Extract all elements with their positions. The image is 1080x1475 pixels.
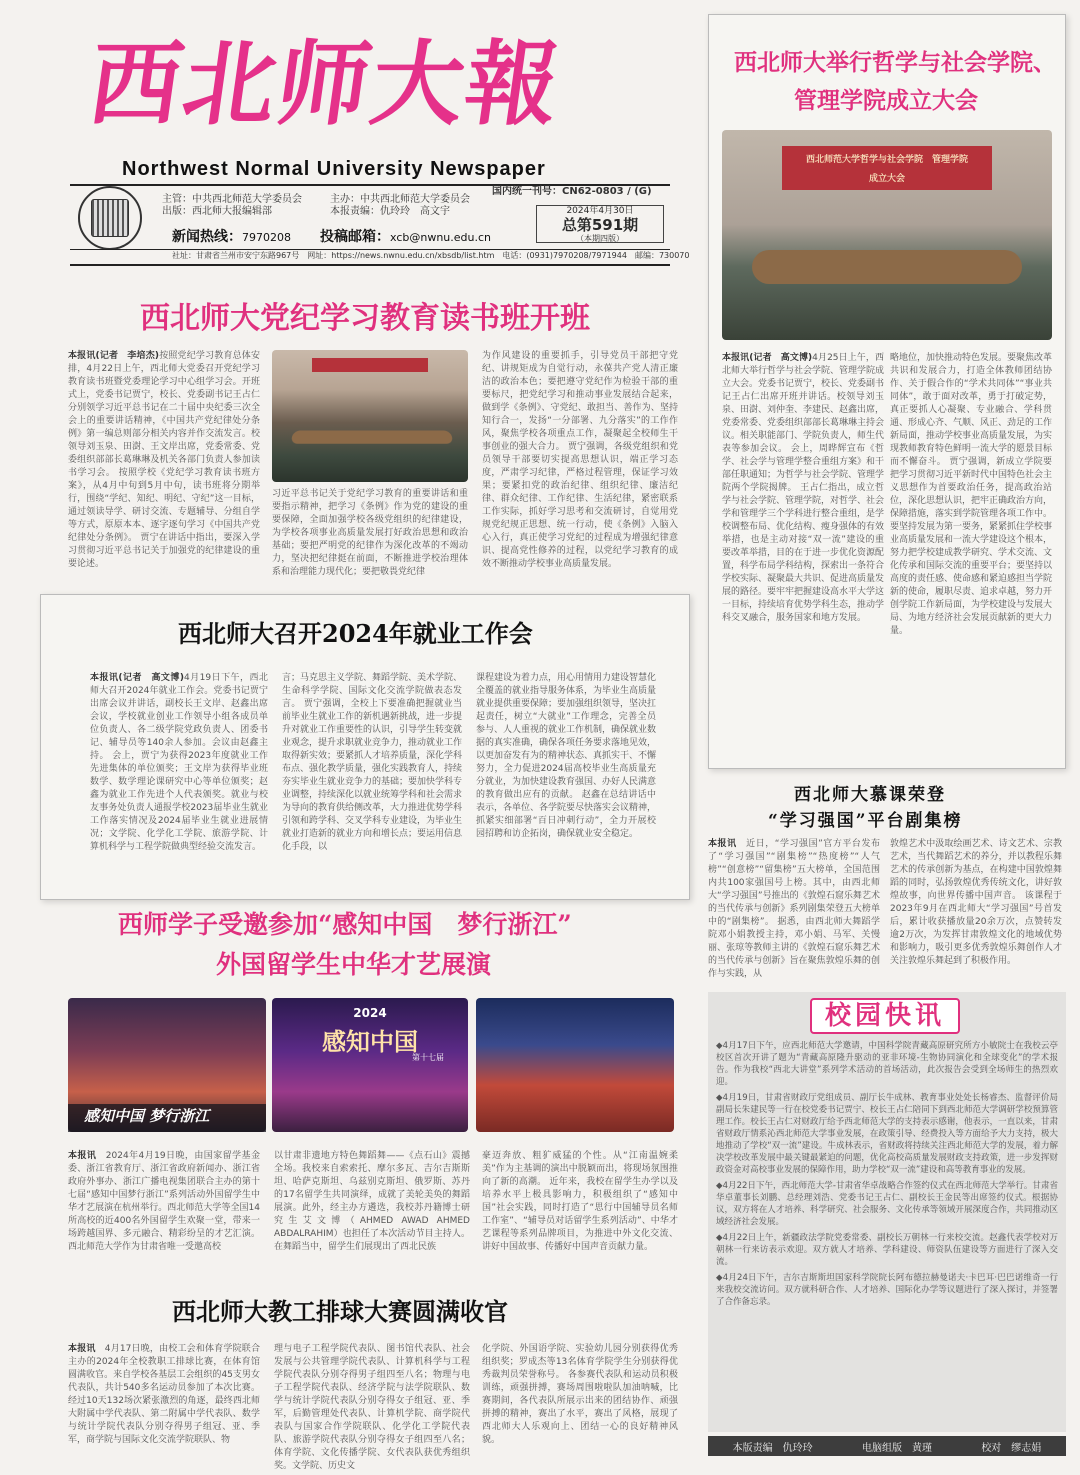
zhejiang-byline: 本报讯 (68, 1151, 97, 1161)
institutes-col-1 (722, 352, 884, 756)
credits-layout: 电脑组版 黄瑾 (861, 1442, 932, 1454)
zhejiang-col-3: 豪迈奔放、粗犷威猛的个性。从“江南温婉柔美”作为主基调的演出中脱颖而出，将现场氛围推向了新的高潮。 近年来，我校在留学生办学以及培养水平上极具影响力，积极组织了“感知中国”社会实践，同时打造了“思行中国辅导员名师工作室”、“辅导员对话留学生系列活动”、中华才艺课程等系列品牌项目，为推进中外文化交流、讲好中国故事、传播好中国声音贡献力量。 (482, 1151, 678, 1252)
meeting-table (290, 431, 453, 444)
photo-banner (312, 358, 428, 372)
publisher-text: 出版：西北师大报编辑部 (162, 206, 272, 217)
institutes-col-2: 略地位，加快推动特色发展。要聚焦改革共识和发展合力，打造全体教师团结协作、关于假合作的“学术共同体”“事业共同体”，敢于面对改革，勇于打破定势，真正要抓人心凝聚、专业融合、学科贯通、形成心齐、气顺、风正、劲足的工作新局面，推动学校事业高质量发展，为实现教师教育特色鲜明一流大学的愿景目标而不懈奋斗。 贾宁强调，新成立学院要把学习贯彻习近平新时代中国特色社会主义思想作为首要政治任务，提高政治站位，深化思想认识，把牢正确政治方向，保障措施，落实到学院管理各项工作中。要坚持发展为第一要务，紧紧抓住学校事业高质量发展和一流大学建设这个根本，努力把学校建成教学研究、学术交流、文化传承和国际交流的重要平台；要坚持以高度的责任感、使命感和紧迫感担当学院新的使命，履职尽责、追求卓越，努力开创学院工作新局面，为学校建设与发展大局、为地方经济社会发展贡献新的更大力量。 (890, 353, 1053, 636)
submission-mail (320, 226, 491, 246)
zhejiang-photo-1 (68, 998, 266, 1132)
volleyball-col-2: 理与电子工程学院代表队、图书馆代表队、社会发展与公共管理学院代表队、计算机科学与工程学院代表队分别夺得男子组四至八名；物理与电子工程学院代表队、经济学院与法学院联队、数学与统计学院代表队分别夺得女子组冠、亚、季军，后勤管理处代表队、计算机学院、商学院代表队与国家合作学院联队、化学化工学院代表队、旅游学院代表队分别夺得女子组四至八名；体育学院、文化传播学院、女代表队获优秀组织奖。文学院、历史文 (274, 1344, 470, 1471)
zhejiang-text-1: 2024年4月19日晚，由国家留学基金委、浙江省教育厅、浙江省政府新闻办、浙江省政府外事办、浙江广播电视集团联合主办的第十七届“感知中国梦行浙江”系列活动外国留学生中华才艺展演在杭州举行。西北师范大学等全国14所高校的近400名外国留学生欢聚一堂，带来一场跨越国界、多元融合、精彩纷呈的才艺汇演。 西北师范大学作为甘肃省唯一受邀高校 (68, 1151, 260, 1252)
institutes-meeting-table (752, 250, 1022, 284)
reading-class-title: 西北师大党纪学习教育读书班开班 (140, 301, 590, 336)
zhejiang-title-line-2: 外国留学生中华才艺展演 (216, 950, 492, 979)
employment-col-3: 课程建设为着力点，用心用情用力建设智慧化全覆盖的就业指导服务体系，为毕业生高质量就业提供重要保障；要加强组织领导，坚决扛起责任，树立“大就业”工作理念，完善全员参与、人人重视的就业工作机制，确保就业数据的真实准确，确保各项任务要求落地见效，以更加奋发有为的精神状态、真抓实干、不懈努力，全力促进2024届高校毕业生高质量充分就业，为加快建设教育强国、办好人民满意的教育做出应有的贡献。 赵鑫在总结讲话中表示，各单位、各学院要尽快落实会议精神，抓紧实细部署“百日冲刺行动”，全力开展校园招聘和访企拓岗，确保就业安全稳定。 (476, 673, 657, 839)
hotline-number: 7970208 (242, 231, 291, 244)
volleyball-col-1 (68, 1343, 260, 1461)
campus-news-title: 校园快讯 (824, 1001, 945, 1031)
campus-news-item: ◆4月22日下午，西北师范大学-甘肃省华卓战略合作签约仪式在西北师范大学举行。甘肃省华卓董事长刘鹏、总经理刘浩、党委书记王占仁、副校长王金民等出席签约仪式。根据协议，双方将在人才培养、科学研究、社会服务、文化传承等领域开展深度合作，共同推动区域经济社会发展。 (716, 1181, 1058, 1227)
employment-col-2: 言；马克思主义学院、舞蹈学院、美术学院、生命科学学院、国际文化交流学院做表态发言。 贾宁强调，全校上下要准确把握就业当前毕业生就业工作的新机遇新挑战，进一步提升对就业工作重要性的认识，引导学生转变就业观念，提升求职就业竞争力，推动就业工作取得新实效；要紧抓人才培养质量，深化学科布点、强化教学质量，强化实践教育人，持续夯实毕业生就业竞争力的基础；要加快学科专业调整，持续深化以就业统筹学科和社会需求为导向的教育供给侧改革，大力推进优势学科引领和跨学科、交叉学科专业建设，为毕业生就业打造新的就业方向和增长点；要运用信息化手段，以 (282, 673, 463, 852)
issue-number: 总第591期 (561, 216, 639, 234)
issue-pages: （本期四版） (576, 234, 624, 243)
volleyball-byline: 本报讯 (68, 1344, 96, 1354)
campus-news-item: ◆4月19日，甘肃省财政厅党组成员、副厅长牛成林、教育事业处处长杨睿杰、监督评价局副局长朱建民等一行在校党委书记贾宁、校长王占仁陪同下到西北师范大学调研学校预算管理工作。校长王占仁对财政厅给予西北师范大学的支持表示感谢，他表示，一直以来，甘肃省财政厅情系沁西北师范大学事业发展，在政策引导、经费投入等方面给予大力支持，极大地推动了学校“双一流”建设。牛成林表示，省财政将持续关注西北师范大学的发展，着力解决学校改革发展中最关键最紧迫的问题，优化高校高质量发展财政支持政策，进一步发挥财政资金对高校事业发展的保障作用，助力学校“双一流”建设和高等教育事业的发展。 (716, 1093, 1058, 1175)
campus-news-title-box (810, 998, 960, 1034)
institutes-title-line-1: 西北师大举行哲学与社会学院、 (734, 49, 1056, 76)
cn-number: 国内统一刊号：CN62-0803 / (G) (492, 186, 652, 197)
institutes-banner-sub: 成立大会 (868, 174, 905, 184)
course-col-1 (708, 838, 880, 984)
zhejiang-photo-2 (272, 998, 468, 1132)
masthead-english-title: Northwest Normal University Newspaper (122, 158, 546, 180)
volleyball-col-3: 化学院、外国语学院、实验幼儿园分别获得优秀组织奖；罗成杰等13名体育学院学生分别获得优秀裁判员荣誉称号。 各参赛代表队和运动员积极训练，顽强拼搏，赛场周围啦啦队加油呐喊，比赛期间，各代表队所展示出来的团结协作、顽强拼搏的精神，赛出了水平，赛出了风格，展现了西北师大人乐观向上、团结一心的良好精神风貌。 (482, 1344, 678, 1445)
employment-title: 西北师大召开2024年就业工作会 (178, 619, 533, 648)
course-title-line-2: “学习强国”平台剧集榜 (768, 811, 963, 831)
editor-text: 本报责编：仇玲玲 高文宇 (330, 206, 450, 217)
zhejiang-title-line-1: 西师学子受邀参加“感知中国 梦行浙江” (118, 910, 572, 939)
reading-class-col-1 (68, 350, 260, 582)
masthead-rule-3 (70, 264, 670, 266)
address-line: 社址：甘肃省兰州市安宁东路967号 网址：https://news.nwnu.edu.cn/xbsdb/list.htm 电话：(0931)7970208/7971944 邮编：730070 (172, 251, 690, 260)
institutes-photo (722, 130, 1052, 340)
course-title-line-1: 西北师大慕课荣登 (794, 785, 946, 805)
university-seal-icon (78, 186, 142, 250)
zhejiang-photo-3 (476, 998, 674, 1132)
institutes-text-1: 4月25日上午，西北师大举行哲学与社会学院、管理学院成立大会。党委书记贾宁，校长、党委副书记王占仁出席开班并讲话。校领导刘玉泉、田澍、刘仲奎、李建民、赵鑫出席，党委常委、党委组织部部长葛琳琳主持会议。相关职能部门、学院负责人，师生代表等参加会议。 会上，周晔辉宣布《哲学、社会学与管理学整合重组方案》和干部任职通知；为哲学与社会学院、管理学院两个学院揭牌。 王占仁指出，成立哲学与社会学院、管理学院，对哲学、社会学和管理学三个学科进行整合重组，是学校调整布局、优化结构、瘦身强体的有效举措，也是主动对接“双一流”建设的重要改革举措，目的在于进一步优化资源配置，科学布局学科结构，探索出一条符合学校实际、凝聚最大共识、促进高质量发展的路径。要牢牢把握建设高水平大学这一目标，持续培育优势学科生态，推动学科交叉融合，服务国家和地方发展。 (722, 353, 885, 623)
campus-news-item: ◆4月24日下午，吉尔吉斯斯坦国家科学院院长阿布德拉赫曼诺夫·卡巴耳·巴巴诺维奇一行来我校交流访问。双方就科研合作、人才培养、国际化办学等议题进行了深入探讨，并签署了合作备忘录。 (716, 1273, 1058, 1307)
mail-address: xcb@nwnu.edu.cn (390, 231, 491, 244)
course-text-1: 近日，“学习强国”官方平台发布了“学习强国”“剧集榜”“热度榜”“人气榜”“创意榜”“留集榜”五大榜单，全国范围内共100家强国号上榜。其中，由西北师大“学习强国”号推出的《敦煌石窟乐舞艺术的当代传承与创新》系列剧集荣登五大榜单中的“剧集榜”。 据悉，由西北师大舞蹈学院邓小娟教授主持，邓小娟、马军、关慢丽、张琼等教师主讲的《敦煌石窟乐舞艺术的当代传承与创新》旨在聚焦敦煌乐舞的创作与实践，从 (708, 839, 880, 979)
reading-class-col-3: 为作风建设的重要抓手，引导党员干部把守党纪、讲规矩成为自觉行动，永葆共产党人清正廉洁的政治本色；要把遵守党纪作为检验干部的重要标尺，把党纪学习和推动事业发展结合起来，做到学《条例》、守党纪、敢担当、善作为、坚持知行合一，发扬“一分部署、九分落实”的工作作风，聚焦学校各项重点工作，凝聚起全校师生干事创业的强大合力。 贾宁强调，各级党组织和党员领导干部要切实提高思想认识，端正学习态度，严肃学习纪律，严格过程管理，保证学习效果；要紧扣党的政治纪律、组织纪律、廉洁纪律、群众纪律、工作纪律、生活纪律，紧密联系工作实际，抓好学习思考和交流研讨，自觉用党规党纪规正思想、统一行动，使《条例》入脑入心入行，真正使学习党纪的过程成为增强纪律意识、提高党性修养的过程，以党纪学习教育的成效不断推动学校事业高质量发展。 (482, 351, 678, 569)
host-text: 主办：中共西北师范大学委员会 (330, 194, 470, 205)
credits-proof: 校对 缪志娟 (981, 1442, 1042, 1454)
campus-news-item: ◆4月22日上午，新疆政法学院党委常委、副校长万朝林一行来校交流。赵鑫代表学校对万朝林一行来访表示欢迎。双方就人才培养、学科建设、师资队伍建设等方面进行了深入交流。 (716, 1233, 1058, 1267)
reading-class-byline: 本报讯(记者 李培杰) (68, 351, 160, 361)
zhejiang-col-2: 以甘肃非遗地方特色舞蹈舞——《点石山》震撼全场。我校来自索索托、摩尔多瓦、吉尔吉斯斯坦、哈萨克斯坦、乌兹别克斯坦、俄罗斯、苏丹的17名留学生共同演绎，成就了美轮美奂的舞蹈展演。此外，经主办方遴选，我校苏丹籍博士研究生艾文博（AHMED AWAD AHMED ABDALRAHIM）也担任了本次活动节目主持人。 在舞蹈当中，留学生们展现出了西北民族 (274, 1151, 470, 1252)
credits-bar (708, 1436, 1066, 1456)
zhejiang-photo-2-sub: 第十七届 (412, 1053, 444, 1062)
reading-class-photo (272, 350, 468, 482)
zhejiang-col-1 (68, 1150, 260, 1268)
reading-class-col-2: 习近平总书记关于党纪学习教育的重要讲话和重要指示精神，把学习《条例》作为党的建设的重要保障，全面加强学校各级党组织的纪律建设，为学校各项事业高质量发展打好政治思想和政治基础；要把严明党的纪律作为深化改革的不竭动力，坚决把纪律挺在前面，不断推进学校治理体系和治理能力现代化；要把敬畏党纪律 (272, 489, 468, 577)
masthead-logo: 西北师大報 (82, 30, 568, 138)
institutes-title-line-2: 管理学院成立大会 (794, 87, 978, 114)
zhejiang-photo-2-caption: 感知中国 (322, 1027, 418, 1056)
campus-news-list (716, 1040, 1058, 1428)
volleyball-text-1: 4月17日晚，由校工会和体育学院联合主办的2024年全校教职工排球比赛，在体育馆圆满收官。来自学校各基层工会组织的45支男女代表队，共计540多名运动员参加了本次比赛。 经过10天132场次紧张激烈的角逐，最终西北师大附属中学代表队、第二附属中学代表队、数学与统计学院代表队分别夺得男子组冠、亚、季军，商学院与国际文化交流学院联队、物 (68, 1344, 260, 1445)
employment-text-1: 4月19日下午，西北师大召开2024年就业工作会。党委书记贾宁出席会议并讲话，副校长王文岸、赵鑫出席会议，学校就业创业工作领导小组各成员单位负责人、各二级学院党政负责人、团委书记、辅导员等140余人参加。会议由赵鑫主持。 会上，贾宁为获得2023年度就业工作先进集体的单位颁奖；王文岸为获得毕业班数学、数学理论课研究中心等单位颁奖；赵鑫为就业工作先进个人代表颁奖。就业与校友事务处负责人通报学校2023届毕业生就业工作落实情况及2024届毕业生就业进展情况；文学院、化学化工学院、旅游学院、计算机科学与工程学院做典型经验交流发言。 (90, 673, 268, 852)
mail-label: 投稿邮箱： (320, 229, 390, 245)
institutes-banner-text: 西北师范大学哲学与社会学院 管理学院 (805, 155, 968, 165)
masthead-rule-2 (70, 249, 670, 250)
reading-class-text-1: 按照党纪学习教育总体安排，4月22日上午，西北师大党委召开党纪学习教育读书班暨党委理论学习中心组学习会。开班式上，党委书记贾宁，校长、党委副书记王占仁分别领学习近平总书记在二十届中央纪委三次全会上的重要讲话精神，《中国共产党纪律处分条例》第一编总则部分相关内容并作交流发言。校领导刘玉泉、田澍、王文岸出席，党委常委、党委组织部部长葛琳琳及机关各部门负责人参加读书学习会。 按照学校《党纪学习教育读书班方案》，从4月中旬到5月中旬，读书班将分期举行，围绕“学纪、知纪、明纪、守纪”这一目标，通过领读导学、研讨交流、专题辅导、分组自学等方式，原原本本、逐字逐句学习《中国共产党纪律处分条例》。 贾宁在讲话中指出，要深入学习贯彻习近平总书记关于加强党的纪律建设的重要论述。 (68, 351, 260, 569)
campus-news-item: ◆4月17日下午，应西北师范大学邀请，中国科学院青藏高原研究所方小敏院士在我校云亭校区首次开讲了题为“青藏高原隆升驱动的亚非环境-生物协同演化和全球变化”的学术报告。作为我校“西北大讲堂”系列学术活动的首场活动，此次报告会受到全场师生的热烈欢迎。 (716, 1041, 1058, 1087)
institutes-photo-banner (782, 146, 992, 190)
issue-date: 2024年4月30日 (566, 206, 634, 216)
issue-box (536, 205, 664, 243)
sponsor-text: 主管：中共西北师范大学委员会 (162, 194, 302, 205)
course-byline: 本报讯 (708, 839, 737, 849)
institutes-byline: 本报讯(记者 高文博) (722, 353, 813, 363)
volleyball-title: 西北师大教工排球大赛圆满收官 (172, 1297, 508, 1326)
zhejiang-photo-2-year: 2024 (353, 1006, 387, 1020)
employment-col-1 (90, 672, 268, 894)
zhejiang-photo-1-caption: 感知中国 梦行浙江 (84, 1107, 210, 1125)
employment-byline: 本报讯(记者 高文博) (90, 673, 184, 683)
hotline-label: 新闻热线： (172, 229, 242, 245)
credits-editor: 本版责编 仇玲玲 (732, 1442, 813, 1454)
course-col-2: 敦煌艺术中汲取绘画艺术、诗文艺术、宗教艺术，当代舞蹈艺术的养分，并以教程乐舞艺术的传承创新为基点，在构建中国敦煌舞蹈的同时，弘扬敦煌优秀传统文化，讲好敦煌故事，向世界传播中国声音。 该课程于2023年9月在西北师大“学习强国”号首发后，累计收获播放量20余万次，点赞转发逾2万次，为发挥甘肃敦煌文化的地域优势和影响力，吸引更多优秀敦煌乐舞创作人才关注敦煌乐舞起到了积极作用。 (890, 839, 1062, 966)
hotline (172, 226, 291, 246)
